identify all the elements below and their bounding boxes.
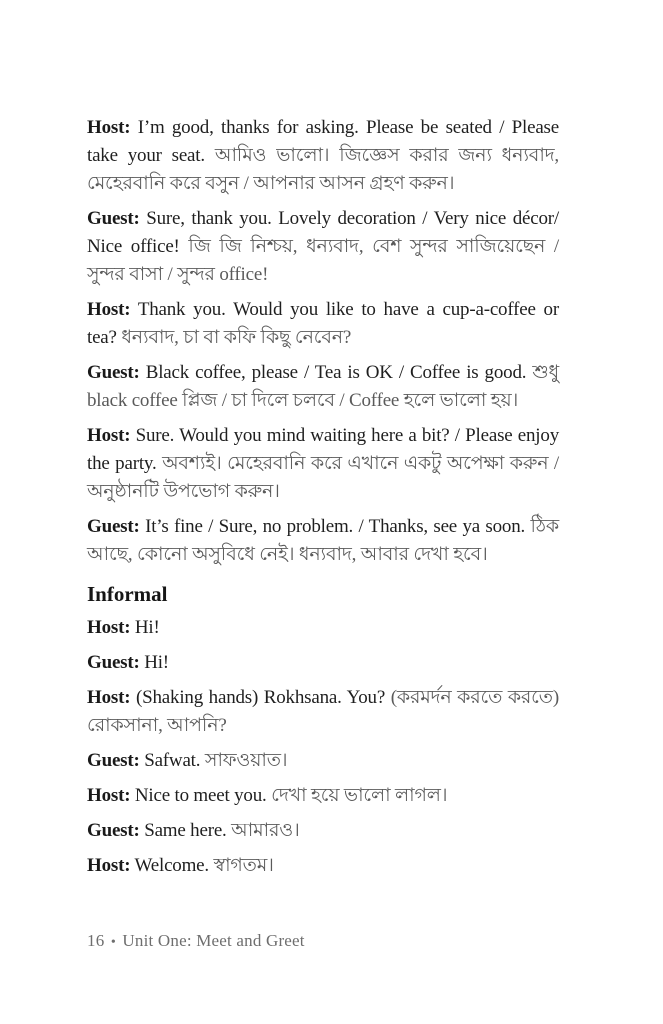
speaker-label: Host:	[87, 617, 131, 638]
speaker-label: Guest:	[87, 208, 140, 229]
dialogue-paragraph	[87, 782, 559, 810]
dialogue-paragraph	[87, 852, 559, 880]
speaker-label: Guest:	[87, 820, 140, 841]
dialogue-paragraph	[87, 747, 559, 775]
bengali-translation: অবশ্যই। মেহেরবানি করে এখানে একটু অপেক্ষা করুন / অনুষ্ঠানটি উপভোগ করুন।	[87, 453, 559, 502]
bengali-translation: জি জি নিশ্চয়, ধন্যবাদ, বেশ সুন্দর সাজিয়েছেন / সুন্দর বাসা / সুন্দর office!	[87, 236, 559, 285]
dialogue-paragraph	[87, 359, 559, 415]
english-text: Safwat.	[144, 750, 201, 771]
bengali-translation: সাফওয়াত।	[204, 750, 288, 771]
english-text: Black coffee, please / Tea is OK / Coffee is good.	[145, 362, 527, 383]
bengali-translation: ঠিক আছে, কোনো অসুবিধে নেই। ধন্যবাদ, আবার দেখা হবে।	[87, 516, 559, 565]
section-heading-informal: Informal	[87, 582, 168, 606]
bengali-translation: শুধু black coffee প্লিজ / চা দিলে চলবে / Coffee হলে ভালো হয়।	[87, 362, 559, 411]
page-footer	[87, 929, 559, 955]
dialogue-paragraph	[87, 684, 559, 740]
bengali-translation: আমিও ভালো। জিজ্ঞেস করার জন্য ধন্যবাদ, মেহেরবানি করে বসুন / আপনার আসন গ্রহণ করুন।	[87, 145, 559, 194]
english-text: (Shaking hands) Rokhsana. You?	[136, 687, 386, 708]
bengali-translation: দেখা হয়ে ভালো লাগল।	[271, 785, 448, 806]
footer-section-title: Unit One: Meet and Greet	[122, 931, 305, 950]
english-text: Sure. Would you mind waiting here a bit? / Please enjoy the party.	[87, 425, 559, 474]
speaker-label: Guest:	[87, 652, 140, 673]
english-text: Hi!	[144, 652, 169, 673]
english-text: Welcome.	[134, 855, 209, 876]
dialogue-paragraph	[87, 614, 559, 642]
dialogue-paragraph	[87, 513, 559, 569]
english-text: Sure, thank you. Lovely decoration / Very nice décor/ Nice office!	[87, 208, 559, 257]
speaker-label: Host:	[87, 687, 131, 708]
page-number: 16	[87, 931, 105, 950]
bengali-translation: (করমর্দন করতে করতে) রোকসানা, আপনি?	[87, 687, 559, 736]
dialogue-content	[87, 114, 559, 887]
dialogue-paragraph	[87, 649, 559, 677]
speaker-label: Guest:	[87, 750, 140, 771]
dialogue-paragraph	[87, 205, 559, 289]
speaker-label: Host:	[87, 299, 131, 320]
speaker-label: Host:	[87, 425, 131, 446]
english-text: Nice to meet you.	[134, 785, 267, 806]
speaker-label: Guest:	[87, 362, 140, 383]
speaker-label: Host:	[87, 117, 131, 138]
bengali-translation: স্বাগতম।	[213, 855, 274, 876]
dialogue-paragraph	[87, 817, 559, 845]
speaker-label: Guest:	[87, 516, 140, 537]
footer-separator-bullet: •	[110, 935, 116, 950]
english-text: It’s fine / Sure, no problem. / Thanks, see ya soon.	[145, 516, 526, 537]
speaker-label: Host:	[87, 785, 131, 806]
english-text: Thank you. Would you like to have a cup-a-coffee or tea?	[87, 299, 559, 348]
english-text: Hi!	[134, 617, 160, 638]
dialogue-paragraph	[87, 114, 559, 198]
bengali-translation: আমারও।	[231, 820, 300, 841]
bengali-translation: ধন্যবাদ, চা বা কফি কিছু নেবেন?	[121, 327, 352, 348]
dialogue-paragraph	[87, 422, 559, 506]
speaker-label: Host:	[87, 855, 131, 876]
dialogue-paragraph	[87, 296, 559, 352]
english-text: Same here.	[144, 820, 227, 841]
english-text: I’m good, thanks for asking. Please be seated / Please take your seat.	[87, 117, 559, 166]
